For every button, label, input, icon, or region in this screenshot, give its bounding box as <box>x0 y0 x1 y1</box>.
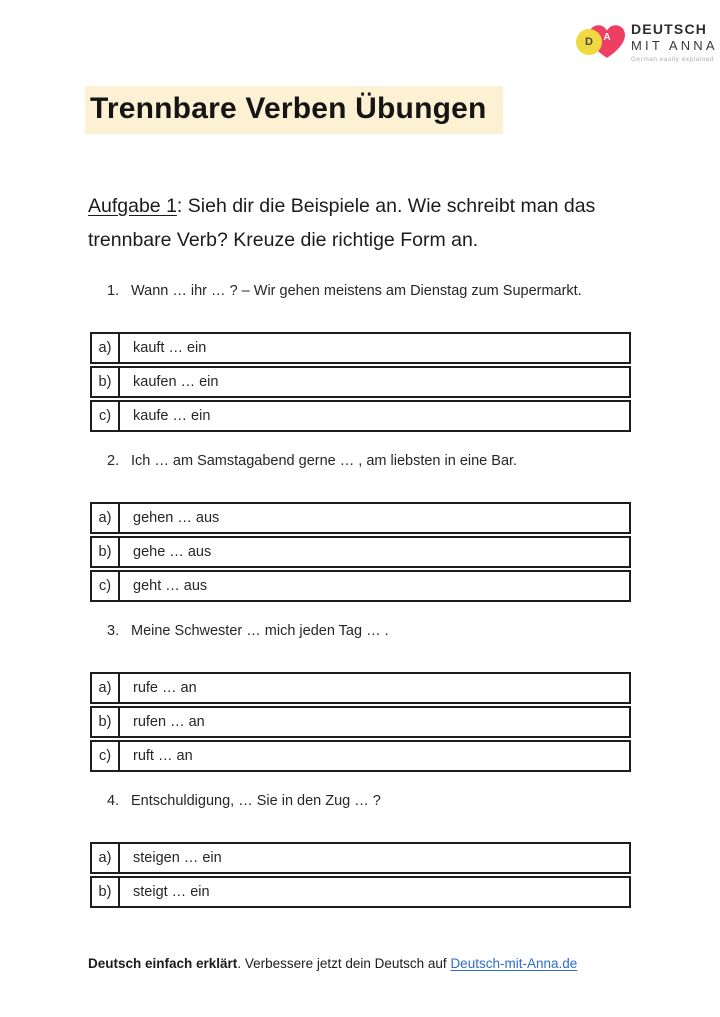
question-3-options <box>90 672 631 774</box>
option-letter: a) <box>92 334 120 362</box>
option-text: gehen … aus <box>133 510 220 526</box>
option-text: geht … aus <box>133 578 208 594</box>
brand-logo <box>576 20 718 63</box>
page-title-highlight: Trennbare Verben Übungen <box>85 86 503 134</box>
question-2 <box>107 453 627 469</box>
footer-slogan: Deutsch einfach erklärt <box>88 956 238 971</box>
question-2-text: Ich … am Samstagabend gerne … , am liebsten in eine Bar. <box>131 453 518 469</box>
option-row-3b[interactable] <box>90 706 631 738</box>
option-row-4b[interactable] <box>90 876 631 908</box>
option-letter: c) <box>92 402 120 430</box>
option-letter: b) <box>92 538 120 566</box>
logo-letter-d: D <box>585 35 593 48</box>
option-text: kauft … ein <box>133 340 207 356</box>
option-letter: c) <box>92 572 120 600</box>
question-2-options <box>90 502 631 604</box>
option-letter: a) <box>92 674 120 702</box>
question-4 <box>107 793 627 809</box>
question-4-options <box>90 842 631 910</box>
option-letter: a) <box>92 844 120 872</box>
page-title <box>85 86 503 134</box>
task-text: : Sieh dir die Beispiele an. Wie schreibt man das trennbare Verb? Kreuze die richtige Form an. <box>88 195 596 251</box>
option-row-3a[interactable] <box>90 672 631 704</box>
question-1-number: 1. <box>107 283 120 299</box>
option-row-1c[interactable] <box>90 400 631 432</box>
option-text: rufen … an <box>133 714 205 730</box>
option-text: ruft … an <box>133 748 193 764</box>
option-row-1b[interactable] <box>90 366 631 398</box>
question-1 <box>107 283 627 299</box>
option-letter: b) <box>92 368 120 396</box>
logo-letter-d-circle <box>576 29 602 55</box>
logo-line1: DEUTSCH <box>631 21 708 37</box>
logo-text <box>631 20 718 63</box>
logo-mark <box>576 22 624 62</box>
option-letter: b) <box>92 708 120 736</box>
option-letter: b) <box>92 878 120 906</box>
question-3 <box>107 623 627 639</box>
option-text: steigt … ein <box>133 884 210 900</box>
question-3-number: 3. <box>107 623 120 639</box>
option-row-4a[interactable] <box>90 842 631 874</box>
option-text: kaufen … ein <box>133 374 219 390</box>
option-text: kaufe … ein <box>133 408 211 424</box>
option-row-2a[interactable] <box>90 502 631 534</box>
footer-text: . Verbessere jetzt dein Deutsch auf <box>237 956 451 971</box>
option-text: gehe … aus <box>133 544 212 560</box>
question-4-text: Entschuldigung, … Sie in den Zug … ? <box>131 793 381 809</box>
logo-tagline: German easily explained <box>631 56 715 64</box>
option-text: rufe … an <box>133 680 197 696</box>
question-1-options <box>90 332 631 434</box>
question-2-number: 2. <box>107 453 120 469</box>
option-row-2b[interactable] <box>90 536 631 568</box>
option-text: steigen … ein <box>133 850 222 866</box>
question-3-text: Meine Schwester … mich jeden Tag … . <box>131 623 389 639</box>
footer-website-link[interactable]: Deutsch-mit-Anna.de <box>450 956 578 971</box>
option-row-3c[interactable] <box>90 740 631 772</box>
option-row-1a[interactable] <box>90 332 631 364</box>
question-4-number: 4. <box>107 793 120 809</box>
task-instructions <box>88 189 636 257</box>
option-letter: c) <box>92 742 120 770</box>
logo-letter-a: A <box>603 31 611 43</box>
option-row-2c[interactable] <box>90 570 631 602</box>
logo-line2: MIT ANNA <box>631 37 718 53</box>
footer <box>88 956 577 971</box>
question-1-text: Wann … ihr … ? – Wir gehen meistens am Dienstag zum Supermarkt. <box>131 283 582 299</box>
option-letter: a) <box>92 504 120 532</box>
task-label: Aufgabe 1 <box>88 195 177 217</box>
